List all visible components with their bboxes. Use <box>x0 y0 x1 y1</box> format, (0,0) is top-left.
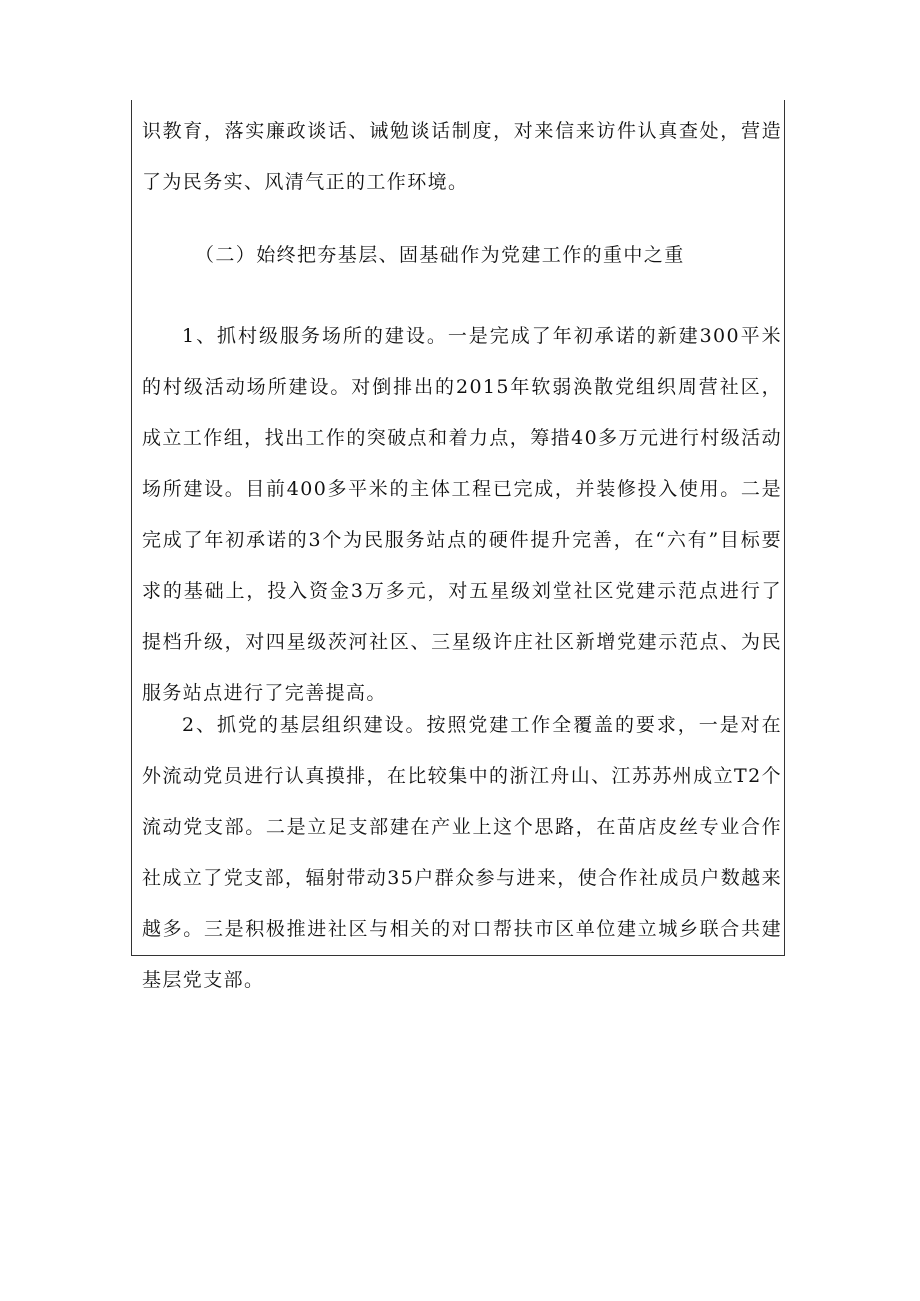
section-heading: （二）始终把夯基层、固基础作为党建工作的重中之重 <box>195 244 685 266</box>
paragraph-item-2: 2、抓党的基层组织建设。按照党建工作全覆盖的要求，一是对在外流动党员进行认真摸排，在比较集中的浙江舟山、江苏苏州成立T2个流动党支部。二是立足支部建在产业上这个思路，在苗店皮丝专业合作社成立了党支部，辐射带动35户群众参与进来，使合作社成员户数越来越多。三是积极推进社区与相关的对口帮扶市区单位建立城乡联合共建基层党支部。 <box>142 714 782 991</box>
paragraph-item-1: 1、抓村级服务场所的建设。一是完成了年初承诺的新建300平米的村级活动场所建设。对倒排出的2015年软弱涣散党组织周营社区，成立工作组，找出工作的突破点和着力点，筹措40多万元进行村级活动场所建设。目前400多平米的主体工程已完成，并装修投入使用。二是完成了年初承诺的3个为民服务站点的硬件提升完善，在“六有”目标要求的基础上，投入资金3万多元，对五星级刘堂社区党建示范点进行了提档升级，对四星级茨河社区、三星级许庄社区新增党建示范点、为民服务站点进行了完善提高。 <box>142 325 782 704</box>
document-table-cell <box>131 100 785 991</box>
paragraph-continuation: 识教育，落实廉政谈话、诫勉谈话制度，对来信来访件认真查处，营造了为民务实、风清气正的工作环境。 <box>142 120 782 193</box>
